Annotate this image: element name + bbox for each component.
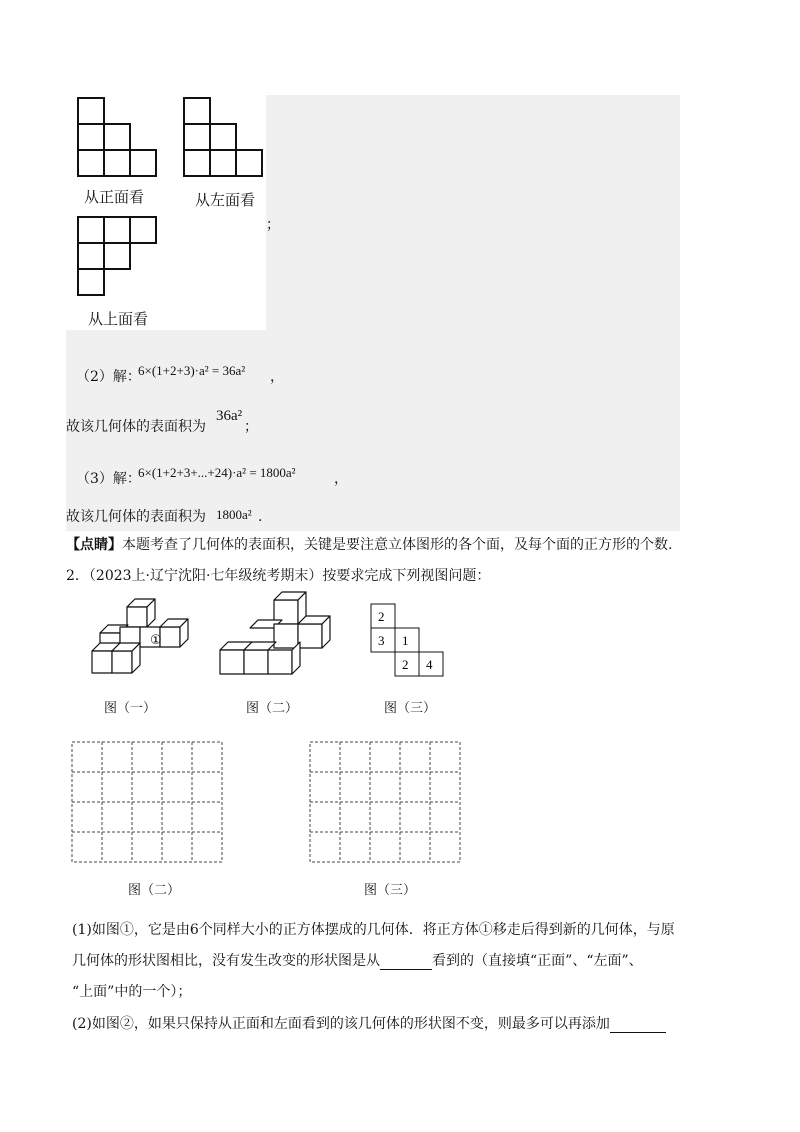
q2-line1 — [72, 1015, 666, 1033]
fig3-number: 2 — [378, 609, 385, 624]
q2-line1-text: (2)如图②，如果只保持从正面和左面看到的该几何体的形状图不变，则最多可以再添加 — [72, 1016, 610, 1032]
part2-conclusion-prefix: 故该几何体的表面积为 — [66, 419, 206, 435]
part3-label: （3）解： — [76, 471, 141, 487]
figure-2-caption: 图（二） — [246, 701, 299, 716]
top-view-label: 从上面看 — [88, 310, 149, 328]
q1-line2-text: 几何体的形状图相比，没有发生改变的形状图是从 — [72, 953, 380, 969]
q1-line3: “上面”中的一个）； — [72, 984, 192, 1000]
q2-answer-blank[interactable] — [610, 1018, 666, 1033]
part3-formula-tail: ， — [334, 471, 348, 487]
comment-tag: 【点睛】 — [66, 537, 122, 553]
part2-formula-tail: ， — [270, 369, 284, 385]
cube-1-label: ① — [150, 633, 162, 648]
figure-1-cubes — [82, 599, 192, 689]
top-view-diagram — [78, 217, 168, 307]
q1-line1: (1)如图①，它是由6个同样大小的正方体摆成的几何体．将正方体①移走后得到新的几何体，与原 — [72, 922, 675, 938]
figure-2-cubes — [220, 592, 340, 682]
views-semicolon: ； — [266, 217, 280, 233]
front-view-label: 从正面看 — [84, 188, 145, 206]
problem2-heading: 2．（2023上·辽宁沈阳·七年级统考期末）按要求完成下列视图问题： — [66, 568, 491, 584]
part2-formula: 6×(1+2+3)·a² = 36a² — [138, 363, 246, 378]
figure-3-caption: 图（三） — [384, 701, 437, 716]
fig3-number: 3 — [378, 633, 385, 648]
q1-line2-text-b: 看到的（直接填“正面”、“左面”、 — [432, 953, 643, 969]
part2-conclusion-tail: ； — [244, 419, 258, 435]
left-view-diagram — [184, 98, 274, 188]
grid-2-caption: 图（二） — [128, 883, 181, 898]
fig3-number: 2 — [402, 657, 409, 672]
front-view-diagram — [78, 98, 168, 188]
answer-grid-3[interactable] — [310, 742, 462, 864]
part2-label: （2）解： — [76, 369, 141, 385]
fig3-number: 4 — [426, 657, 433, 672]
comment-text: 本题考查了几何体的表面积，关键是要注意立体图形的各个面，及每个面的正方形的个数. — [122, 537, 673, 553]
q1-answer-blank[interactable] — [380, 955, 432, 970]
part3-conclusion-tail: . — [258, 509, 263, 525]
grid-3-caption: 图（三） — [364, 883, 417, 898]
part3-conclusion-prefix: 故该几何体的表面积为 — [66, 509, 206, 525]
figure-1-caption: 图（一） — [104, 701, 157, 716]
fig3-number: 1 — [402, 633, 409, 648]
part2-conclusion-value: 36a² — [216, 408, 243, 424]
part3-formula: 6×(1+2+3+...+24)·a² = 1800a² — [138, 465, 296, 480]
q1-line2 — [72, 952, 643, 970]
comment-line — [66, 536, 672, 554]
left-view-label: 从左面看 — [195, 191, 256, 209]
part3-conclusion-value: 1800a² — [216, 507, 252, 522]
answer-grid-2[interactable] — [72, 742, 224, 864]
figure-3-grid — [371, 604, 451, 684]
